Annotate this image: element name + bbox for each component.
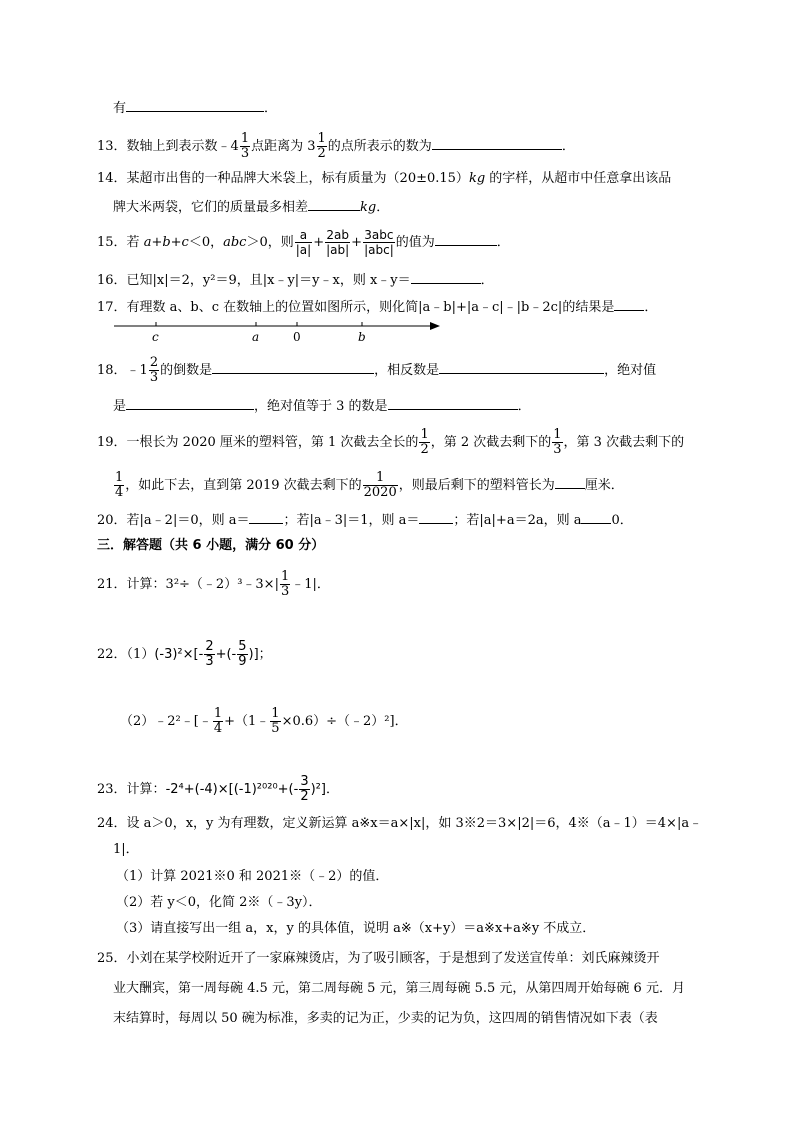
text: )]； — [248, 647, 272, 662]
label-a: a — [252, 330, 260, 344]
text: )²]． — [310, 782, 339, 797]
answer-blank[interactable] — [126, 395, 254, 410]
fraction: $\frac{1}{3}$ — [280, 569, 290, 599]
fraction: $\frac{1}{4}$ — [213, 706, 223, 736]
fraction: $\frac{3}{2}$ — [300, 774, 309, 804]
question-number: 16． — [97, 273, 127, 288]
text: ，则最后剩下的塑料管长为 — [398, 478, 555, 493]
text: （1） — [126, 647, 155, 662]
question-number: 14． — [97, 171, 127, 186]
answer-blank[interactable] — [126, 97, 264, 112]
unit: kg — [360, 200, 377, 215]
fraction: $\frac{2}{3}$ — [205, 639, 214, 669]
question-number: 23． — [97, 782, 127, 797]
text: ＜0， — [188, 235, 224, 250]
fraction: $\frac{1}{4}$ — [115, 470, 124, 500]
fraction: $\frac{1}{5}$ — [271, 706, 280, 736]
text: 0． — [611, 513, 633, 528]
fraction: $\frac{1}{2}$ — [420, 427, 429, 457]
text: ，绝对值等于 3 的数是 — [254, 399, 388, 414]
text: ，绝对值 — [604, 363, 657, 378]
text: ×0.6）÷（﹣2）²]． — [281, 714, 408, 729]
question-number: 20． — [97, 513, 127, 528]
question-number: 13． — [97, 139, 127, 154]
question-25-line1 — [97, 950, 660, 968]
question-number: 17． — [97, 300, 127, 315]
answer-blank[interactable] — [555, 474, 585, 489]
question-19-line1 — [97, 428, 684, 457]
question-number: 24． — [97, 816, 127, 831]
question-18-line2 — [113, 395, 531, 416]
answer-blank[interactable] — [249, 509, 283, 524]
question-17 — [97, 296, 657, 317]
answer-blank[interactable] — [419, 509, 453, 524]
fraction: $\frac{a}{|a|}$ — [295, 228, 312, 257]
fraction: $\frac{5}{9}$ — [238, 639, 247, 669]
answer-blank[interactable] — [614, 296, 644, 311]
section-title: 三．解答题（共 6 小题，满分 60 分） — [97, 538, 325, 553]
text: ． — [561, 139, 575, 154]
text: + — [351, 235, 363, 250]
answer-blank[interactable] — [411, 269, 481, 284]
answer-blank[interactable] — [432, 135, 562, 150]
fraction: $\frac{1}{2020}$ — [363, 470, 397, 500]
text: 计算：3²÷（﹣2）³﹣3×| — [126, 577, 279, 592]
question-18-line1 — [97, 356, 656, 385]
question-number: 18． — [97, 363, 127, 378]
text: ． — [480, 273, 494, 288]
answer-blank[interactable] — [212, 359, 374, 374]
text: ． — [264, 101, 278, 116]
text: ，第 3 次截去剩下的 — [563, 435, 685, 450]
text: 某超市出售的一种品牌大米袋上，标有质量为（20±0.15） — [126, 171, 469, 186]
text: + — [313, 235, 325, 250]
text: (-3)²×[- — [154, 647, 204, 662]
question-number: 15． — [97, 235, 127, 250]
number-line-diagram — [110, 316, 450, 346]
arrow-head — [430, 322, 440, 330]
answer-blank[interactable] — [308, 196, 360, 211]
text: ． — [376, 200, 390, 215]
question-13 — [97, 132, 575, 161]
q12-tail — [113, 97, 277, 118]
text: -2⁴+(-4)×[(-1)²⁰²⁰+(- — [165, 782, 299, 797]
question-14-line2 — [113, 196, 389, 217]
unit: kg — [468, 171, 486, 186]
text: abc — [223, 235, 247, 250]
question-number: 21． — [97, 577, 127, 592]
text: 小刘在某学校附近开了一家麻辣烫店，为了吸引顾客，于是想到了发送宣传单：刘氏麻辣烫开 — [126, 951, 660, 966]
question-14-line1 — [97, 170, 671, 188]
text: 数轴上到表示数﹣4 — [126, 139, 239, 154]
fraction: $\frac{2}{3}$ — [149, 355, 159, 385]
text: ；若|a﹣3|＝1，则 a＝ — [283, 513, 420, 528]
question-19-line2 — [113, 471, 624, 500]
text: 若 — [126, 235, 144, 250]
text: ． — [644, 300, 658, 315]
text: 的值为 — [395, 235, 435, 250]
answer-blank[interactable] — [439, 359, 604, 374]
fraction: $\frac{1}{3}$ — [553, 427, 562, 457]
text: 一根长为 2020 厘米的塑料管，第 1 次截去全长的 — [126, 435, 419, 450]
question-number: 22． — [97, 647, 127, 662]
text: 计算： — [126, 782, 166, 797]
label-0: 0 — [293, 330, 301, 344]
label-c: c — [152, 330, 159, 344]
question-24-sub3: （3）请直接写出一组 a，x，y 的具体值，说明 a※（x+y）＝a※x+a※y 不成立． — [116, 921, 596, 936]
text: +（1﹣ — [224, 714, 270, 729]
answer-blank[interactable] — [435, 231, 497, 246]
question-24-line1 — [97, 815, 702, 833]
question-15 — [97, 228, 510, 257]
fraction: $\frac{\text{3abc}}{\text{|abc|}}$ — [364, 228, 394, 257]
text: 的倒数是 — [160, 363, 213, 378]
question-20 — [97, 509, 633, 530]
text: 点距离为 3 — [251, 139, 316, 154]
question-24-sub2: （2）若 y＜0，化简 2※（﹣3y）． — [116, 895, 322, 910]
text: ，如此下去，直到第 2019 次截去剩下的 — [125, 478, 362, 493]
text: 设 a＞0，x，y 为有理数，定义新运算 a※x＝a×|x|，如 3※2＝3×|2|＝6，4※（a﹣1）＝4×|a﹣ — [126, 816, 703, 831]
text: 的字样，从超市中任意拿出该品 — [485, 171, 672, 186]
text: 牌大米两袋，它们的质量最多相差 — [113, 200, 309, 215]
text: 有 — [113, 101, 127, 116]
text: 若|a﹣2|＝0，则 a＝ — [126, 513, 250, 528]
question-23 — [97, 775, 339, 804]
text: ；若|a|+a＝2a，则 a — [453, 513, 582, 528]
question-24-sub1: （1）计算 2021※0 和 2021※（﹣2）的值． — [116, 869, 389, 884]
answer-blank[interactable] — [388, 395, 518, 410]
text: 已知|x|＝2，y²＝9，且|x﹣y|＝y﹣x，则 x﹣y＝ — [126, 273, 411, 288]
label-b: b — [358, 330, 366, 344]
fraction: $\frac{2ab}{|ab|}$ — [326, 228, 350, 257]
text: ＞0，则 — [246, 235, 294, 250]
text: a+b+c — [143, 235, 189, 250]
question-25-line3: 末结算时，每周以 50 碗为标准，多卖的记为正，少卖的记为负，这四周的销售情况如下表（表 — [113, 1011, 658, 1026]
text: 厘米． — [584, 478, 624, 493]
question-16 — [97, 269, 494, 290]
text: 的点所表示的数为 — [327, 139, 432, 154]
text: （2）﹣2²﹣[﹣ — [120, 714, 212, 729]
question-24-line2: 1|． — [113, 842, 139, 857]
question-22-part1 — [97, 640, 272, 669]
question-22-part2 — [120, 707, 408, 736]
fraction: $\frac{1}{2}$ — [317, 131, 326, 161]
text: ，第 2 次截去剩下的 — [430, 435, 552, 450]
text: ． — [517, 399, 531, 414]
question-number: 19． — [97, 435, 127, 450]
text: 是 — [113, 399, 127, 414]
question-number: 25． — [97, 951, 127, 966]
text: ． — [496, 235, 510, 250]
question-21 — [97, 570, 330, 599]
text: ﹣1|． — [291, 577, 330, 592]
answer-blank[interactable] — [581, 509, 611, 524]
text: 有理数 a、b、c 在数轴上的位置如图所示，则化简|a﹣b|+|a﹣c|﹣|b﹣2c|的结果是 — [126, 300, 615, 315]
text: ，相反数是 — [374, 363, 440, 378]
fraction: $\frac{1}{3}$ — [240, 131, 250, 161]
question-25-line2: 业大酬宾，第一周每碗 4.5 元，第二周每碗 5 元，第三周每碗 5.5 元，从第四周开始每碗 6 元．月 — [113, 981, 685, 996]
text: ﹣1 — [126, 363, 148, 378]
text: +(- — [215, 647, 237, 662]
